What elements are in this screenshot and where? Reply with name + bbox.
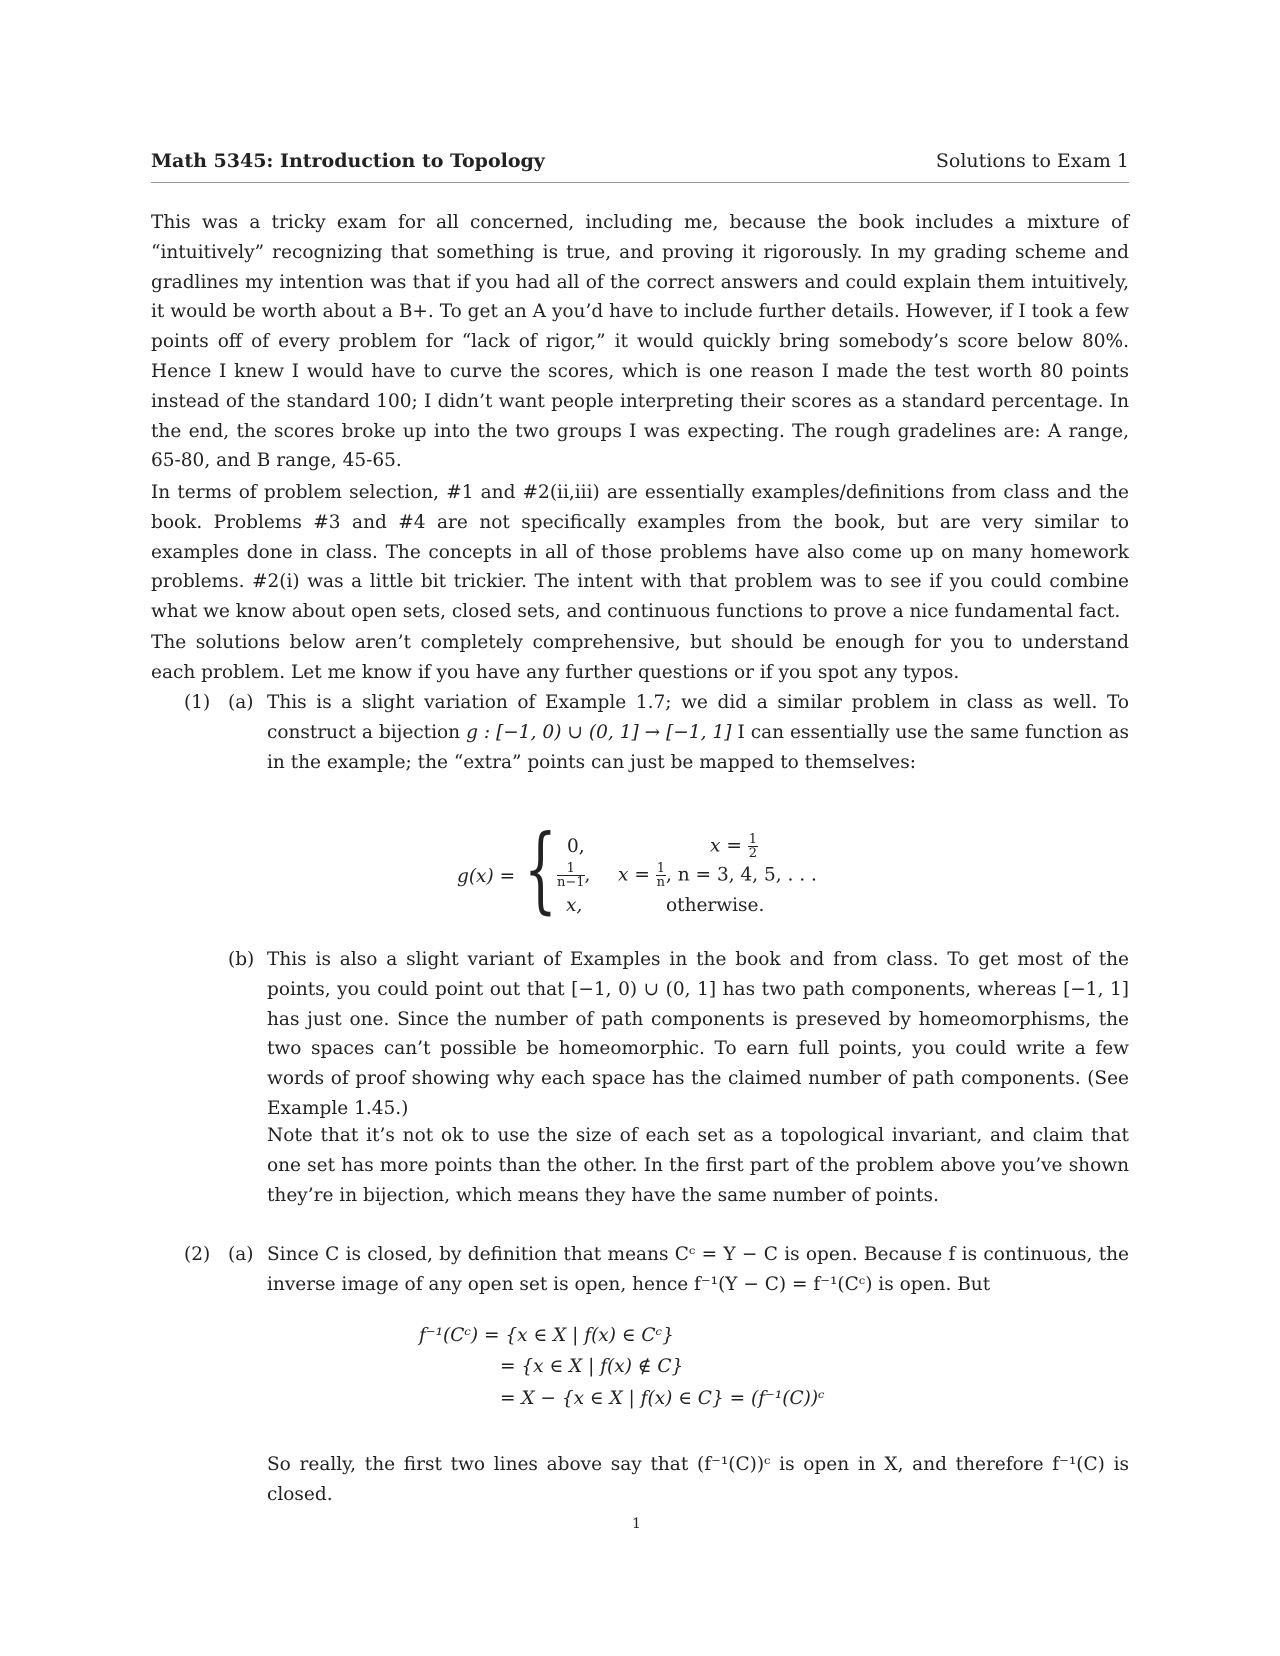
course-title: Math 5345: Introduction to Topology	[151, 150, 545, 172]
problem-1-number: (1)	[184, 692, 211, 713]
case3-condition: otherwise.	[666, 895, 765, 916]
problem-2a-text: Since C is closed, by definition that means Cᶜ = Y − C is open. Because f is continuous, the inverse image of any open set is open, hence f⁻¹(Y − C) = f⁻¹(Cᶜ) is open. But	[267, 1244, 1129, 1295]
case2-cond-frac-den: n	[656, 875, 666, 890]
problem-1b-text: This is also a slight variant of Examples in the book and from class. To get most of the points, you could point out that [−1, 0) ∪ (0, 1] has two path components, whereas [−1, 1] has just one. Since the number of path components is preseved by homeomorphisms, the two spaces can’t possible be homeomorphic. To earn full points, you could write a few words of proof showing why each space has the claimed number of path components. (See Example 1.45.)	[267, 949, 1129, 1119]
problem-1a-text	[267, 688, 1129, 777]
case2-fraction	[557, 862, 585, 889]
problem-1b-note: Note that it’s not ok to use the size of each set as a topological invariant, and claim that one set has more points than the other. In the first part of the problem above you’ve shown they’re in bijection, which means they have the same number of points.	[267, 1125, 1129, 1206]
problem-1b-label: (b)	[228, 949, 255, 970]
case1-cond-lhs: x =	[710, 835, 742, 857]
case2-condition	[618, 862, 817, 889]
case1-condition	[710, 833, 758, 860]
problem-1a-text-after: I can essentially use the same function as in the example; the “extra” points can just be mapped to themselves:	[267, 721, 1129, 773]
problem-2a-conclusion: So really, the first two lines above say that (f⁻¹(C))ᶜ is open in X, and therefore f⁻¹(C) is closed.	[267, 1454, 1129, 1505]
problem-1a-text-before: This is a slight variation of Example 1.7; we did a similar problem in class as well. To construct a bijection	[267, 692, 1129, 743]
problem-2-number: (2)	[184, 1244, 211, 1265]
case2-cond-fraction	[656, 862, 666, 889]
case1-fraction	[748, 833, 758, 860]
left-brace: {	[524, 815, 557, 924]
page-header	[151, 150, 1129, 183]
problem-1a-label: (a)	[228, 692, 254, 713]
case2-frac-den: n−1	[557, 875, 585, 890]
case1-value: 0,	[567, 836, 585, 857]
equation-line-1: f⁻¹(Cᶜ) = {x ∈ X | f(x) ∈ Cᶜ}	[419, 1325, 674, 1346]
problem-1a-map: g : [−1, 0) ∪ (0, 1] → [−1, 1]	[466, 721, 732, 743]
case2-value-suffix: ,	[584, 864, 591, 886]
case2-frac-num: 1	[557, 862, 585, 876]
equation-line-3: = X − {x ∈ X | f(x) ∈ C} = (f⁻¹(C))ᶜ	[500, 1388, 825, 1409]
case2-value	[557, 862, 590, 889]
intro-paragraph-3: The solutions below aren’t completely comprehensive, but should be enough for you to understand each problem. Let me know if you have any further questions or if you spot any typos.	[151, 632, 1129, 683]
case2-cond-lhs: x =	[618, 864, 650, 886]
case2-cond-frac-num: 1	[656, 861, 665, 876]
equation-line-2: = {x ∈ X | f(x) ∉ C}	[500, 1356, 684, 1377]
case1-frac-den: 2	[748, 846, 757, 861]
document-title: Solutions to Exam 1	[935, 150, 1129, 172]
case1-frac-num: 1	[748, 832, 757, 847]
case3-value: x,	[566, 895, 583, 916]
problem-2a-label: (a)	[228, 1244, 254, 1265]
intro-paragraph-1: This was a tricky exam for all concerned, including me, because the book includes a mixture of “intuitively” recognizing that something is true, and proving it rigorously. In my grading scheme and gradlines my intention was that if you had all of the correct answers and could explain them intuitively, it would be worth about a B+. To get an A you’d have to include further details. However, if I took a few points off of every problem for “lack of rigor,” it would quickly bring somebody’s score below 80%. Hence I knew I would have to curve the scores, which is one reason I made the test worth 80 points instead of the standard 100; I didn’t want people interpreting their scores as a standard percentage. In the end, the scores broke up into the two groups I was expecting. The rough gradelines are: A range, 65-80, and B range, 45-65.	[151, 212, 1129, 472]
intro-paragraph-2: In terms of problem selection, #1 and #2(ii,iii) are essentially examples/definitions from class and the book. Problems #3 and #4 are not specifically examples from the book, but are very similar to examples done in class. The concepts in all of those problems have also come up on many homework problems. #2(i) was a little bit trickier. The intent with that problem was to see if you could combine what we know about open sets, closed sets, and continuous functions to prove a nice fundamental fact.	[151, 482, 1129, 623]
page-number: 1	[632, 1516, 641, 1532]
case2-cond-rest: , n = 3, 4, 5, . . .	[666, 864, 817, 886]
piecewise-lhs: g(x) =	[457, 866, 516, 887]
